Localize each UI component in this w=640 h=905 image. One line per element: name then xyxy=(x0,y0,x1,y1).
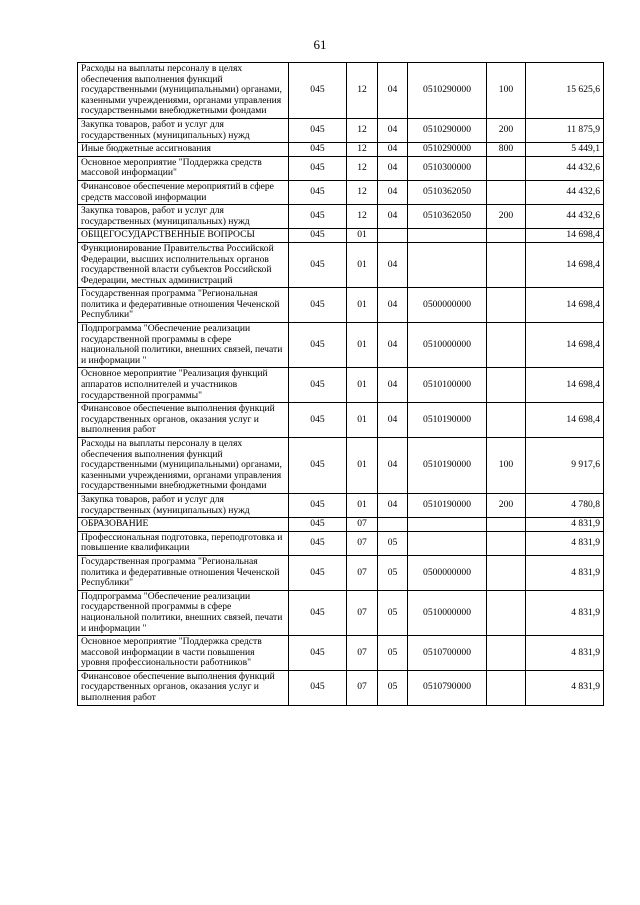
department-code-cell: 045 xyxy=(289,531,347,555)
table-row xyxy=(78,63,604,119)
section-code-cell: 01 xyxy=(347,368,378,403)
department-code-cell: 045 xyxy=(289,156,347,180)
section-code-cell: 01 xyxy=(347,229,378,243)
expense-name-cell: Закупка товаров, работ и услуг для государственных (муниципальных) нужд xyxy=(78,118,289,142)
amount-cell: 44 432,6 xyxy=(526,156,604,180)
target-article-cell: 0510000000 xyxy=(408,590,487,635)
table-row xyxy=(78,670,604,705)
amount-cell: 44 432,6 xyxy=(526,205,604,229)
department-code-cell: 045 xyxy=(289,118,347,142)
page-number: 61 xyxy=(313,37,327,52)
expense-name-cell: Расходы на выплаты персоналу в целях обеспечения выполнения функций государственными (муниципальными) органами, казенными учреждениями, органами управления государственными внебюджетными фондами xyxy=(78,63,289,119)
amount-cell: 14 698,4 xyxy=(526,403,604,438)
amount-cell: 9 917,6 xyxy=(526,438,604,494)
department-code-cell: 045 xyxy=(289,323,347,368)
section-code-cell: 12 xyxy=(347,143,378,157)
expense-name-cell: Государственная программа "Региональная политика и федеративные отношения Чеченской Республики" xyxy=(78,288,289,323)
department-code-cell: 045 xyxy=(289,242,347,287)
department-code-cell: 045 xyxy=(289,438,347,494)
subsection-code-cell: 04 xyxy=(378,323,408,368)
table-row xyxy=(78,555,604,590)
expense-name-cell: ОБРАЗОВАНИЕ xyxy=(78,518,289,532)
department-code-cell: 045 xyxy=(289,63,347,119)
expense-name-cell: Иные бюджетные ассигнования xyxy=(78,143,289,157)
section-code-cell: 07 xyxy=(347,531,378,555)
section-code-cell: 01 xyxy=(347,438,378,494)
table-row xyxy=(78,205,604,229)
amount-cell: 14 698,4 xyxy=(526,368,604,403)
section-code-cell: 12 xyxy=(347,180,378,204)
subsection-code-cell: 04 xyxy=(378,156,408,180)
expense-type-cell xyxy=(487,636,526,671)
target-article-cell: 0510190000 xyxy=(408,438,487,494)
budget-table-body xyxy=(78,63,604,706)
section-code-cell: 01 xyxy=(347,288,378,323)
expense-type-cell xyxy=(487,242,526,287)
expense-name-cell: ОБЩЕГОСУДАРСТВЕННЫЕ ВОПРОСЫ xyxy=(78,229,289,243)
expense-name-cell: Закупка товаров, работ и услуг для государственных (муниципальных) нужд xyxy=(78,493,289,517)
subsection-code-cell: 04 xyxy=(378,493,408,517)
section-code-cell: 12 xyxy=(347,63,378,119)
target-article-cell: 0510290000 xyxy=(408,143,487,157)
expense-type-cell: 200 xyxy=(487,118,526,142)
department-code-cell: 045 xyxy=(289,493,347,517)
expense-name-cell: Финансовое обеспечение мероприятий в сфере средств массовой информации xyxy=(78,180,289,204)
amount-cell: 4 831,9 xyxy=(526,555,604,590)
subsection-code-cell: 04 xyxy=(378,63,408,119)
section-code-cell: 01 xyxy=(347,403,378,438)
section-code-cell: 07 xyxy=(347,518,378,532)
expense-type-cell: 200 xyxy=(487,205,526,229)
subsection-code-cell: 04 xyxy=(378,242,408,287)
expense-type-cell: 100 xyxy=(487,438,526,494)
subsection-code-cell: 05 xyxy=(378,590,408,635)
target-article-cell: 0510190000 xyxy=(408,493,487,517)
department-code-cell: 045 xyxy=(289,403,347,438)
section-code-cell: 07 xyxy=(347,555,378,590)
expense-type-cell: 100 xyxy=(487,63,526,119)
subsection-code-cell: 04 xyxy=(378,368,408,403)
expense-type-cell xyxy=(487,518,526,532)
subsection-code-cell: 05 xyxy=(378,555,408,590)
expense-name-cell: Государственная программа "Региональная политика и федеративные отношения Чеченской Республики" xyxy=(78,555,289,590)
subsection-code-cell: 05 xyxy=(378,670,408,705)
table-row xyxy=(78,323,604,368)
department-code-cell: 045 xyxy=(289,368,347,403)
amount-cell: 14 698,4 xyxy=(526,288,604,323)
table-row xyxy=(78,180,604,204)
table-row xyxy=(78,229,604,243)
subsection-code-cell xyxy=(378,229,408,243)
amount-cell: 14 698,4 xyxy=(526,323,604,368)
target-article-cell: 0500000000 xyxy=(408,288,487,323)
amount-cell: 4 831,9 xyxy=(526,518,604,532)
target-article-cell xyxy=(408,531,487,555)
expense-name-cell: Основное мероприятие "Реализация функций аппаратов исполнителей и участников государственной программы" xyxy=(78,368,289,403)
table-row xyxy=(78,242,604,287)
amount-cell: 5 449,1 xyxy=(526,143,604,157)
subsection-code-cell: 04 xyxy=(378,288,408,323)
subsection-code-cell: 04 xyxy=(378,180,408,204)
table-row xyxy=(78,368,604,403)
subsection-code-cell: 04 xyxy=(378,403,408,438)
subsection-code-cell: 04 xyxy=(378,438,408,494)
department-code-cell: 045 xyxy=(289,205,347,229)
table-row xyxy=(78,156,604,180)
section-code-cell: 07 xyxy=(347,636,378,671)
amount-cell: 14 698,4 xyxy=(526,229,604,243)
expense-name-cell: Функционирование Правительства Российской Федерации, высших исполнительных органов государственной власти субъектов Российской Федерации, местных администраций xyxy=(78,242,289,287)
expense-type-cell xyxy=(487,670,526,705)
amount-cell: 4 831,9 xyxy=(526,590,604,635)
amount-cell: 4 780,8 xyxy=(526,493,604,517)
subsection-code-cell: 05 xyxy=(378,636,408,671)
section-code-cell: 12 xyxy=(347,156,378,180)
expense-type-cell xyxy=(487,180,526,204)
target-article-cell: 0510000000 xyxy=(408,323,487,368)
department-code-cell: 045 xyxy=(289,636,347,671)
target-article-cell: 0510290000 xyxy=(408,63,487,119)
expense-name-cell: Финансовое обеспечение выполнения функций государственных органов, оказания услуг и выполнения работ xyxy=(78,670,289,705)
table-row xyxy=(78,438,604,494)
amount-cell: 4 831,9 xyxy=(526,670,604,705)
amount-cell: 44 432,6 xyxy=(526,180,604,204)
amount-cell: 15 625,6 xyxy=(526,63,604,119)
table-row xyxy=(78,403,604,438)
expense-type-cell xyxy=(487,403,526,438)
expense-name-cell: Финансовое обеспечение выполнения функций государственных органов, оказания услуг и выполнения работ xyxy=(78,403,289,438)
department-code-cell: 045 xyxy=(289,229,347,243)
expense-type-cell xyxy=(487,323,526,368)
expense-type-cell xyxy=(487,555,526,590)
section-code-cell: 01 xyxy=(347,323,378,368)
target-article-cell xyxy=(408,242,487,287)
department-code-cell: 045 xyxy=(289,518,347,532)
section-code-cell: 12 xyxy=(347,205,378,229)
target-article-cell: 0510300000 xyxy=(408,156,487,180)
expense-type-cell xyxy=(487,229,526,243)
expense-name-cell: Подпрограмма "Обеспечение реализации государственной программы в сфере национальной политики, внешних связей, печати и информации " xyxy=(78,590,289,635)
expense-type-cell xyxy=(487,531,526,555)
target-article-cell xyxy=(408,518,487,532)
expense-name-cell: Основное мероприятие "Поддержка средств массовой информации" xyxy=(78,156,289,180)
expense-name-cell: Профессиональная подготовка, переподготовка и повышение квалификации xyxy=(78,531,289,555)
table-row xyxy=(78,288,604,323)
department-code-cell: 045 xyxy=(289,180,347,204)
department-code-cell: 045 xyxy=(289,670,347,705)
target-article-cell: 0500000000 xyxy=(408,555,487,590)
table-row xyxy=(78,518,604,532)
target-article-cell: 0510190000 xyxy=(408,403,487,438)
table-row xyxy=(78,118,604,142)
target-article-cell: 0510790000 xyxy=(408,670,487,705)
expense-type-cell: 800 xyxy=(487,143,526,157)
expense-name-cell: Закупка товаров, работ и услуг для государственных (муниципальных) нужд xyxy=(78,205,289,229)
table-row xyxy=(78,531,604,555)
amount-cell: 4 831,9 xyxy=(526,531,604,555)
subsection-code-cell xyxy=(378,518,408,532)
budget-table xyxy=(77,62,604,706)
department-code-cell: 045 xyxy=(289,288,347,323)
expense-type-cell xyxy=(487,156,526,180)
amount-cell: 14 698,4 xyxy=(526,242,604,287)
section-code-cell: 01 xyxy=(347,242,378,287)
subsection-code-cell: 04 xyxy=(378,205,408,229)
subsection-code-cell: 04 xyxy=(378,118,408,142)
target-article-cell: 0510290000 xyxy=(408,118,487,142)
table-row xyxy=(78,493,604,517)
target-article-cell xyxy=(408,229,487,243)
expense-type-cell xyxy=(487,368,526,403)
section-code-cell: 01 xyxy=(347,493,378,517)
table-row xyxy=(78,636,604,671)
target-article-cell: 0510362050 xyxy=(408,205,487,229)
expense-type-cell: 200 xyxy=(487,493,526,517)
target-article-cell: 0510362050 xyxy=(408,180,487,204)
target-article-cell: 0510100000 xyxy=(408,368,487,403)
subsection-code-cell: 05 xyxy=(378,531,408,555)
expense-name-cell: Основное мероприятие "Поддержка средств массовой информации в части повышения уровня профессиональности работников" xyxy=(78,636,289,671)
section-code-cell: 12 xyxy=(347,118,378,142)
table-row xyxy=(78,143,604,157)
expense-name-cell: Подпрограмма "Обеспечение реализации государственной программы в сфере национальной политики, внешних связей, печати и информации " xyxy=(78,323,289,368)
department-code-cell: 045 xyxy=(289,143,347,157)
department-code-cell: 045 xyxy=(289,590,347,635)
expense-type-cell xyxy=(487,590,526,635)
expense-name-cell: Расходы на выплаты персоналу в целях обеспечения выполнения функций государственными (муниципальными) органами, казенными учреждениями, органами управления государственными внебюджетными фондами xyxy=(78,438,289,494)
table-row xyxy=(78,590,604,635)
subsection-code-cell: 04 xyxy=(378,143,408,157)
department-code-cell: 045 xyxy=(289,555,347,590)
section-code-cell: 07 xyxy=(347,590,378,635)
amount-cell: 4 831,9 xyxy=(526,636,604,671)
expense-type-cell xyxy=(487,288,526,323)
target-article-cell: 0510700000 xyxy=(408,636,487,671)
section-code-cell: 07 xyxy=(347,670,378,705)
amount-cell: 11 875,9 xyxy=(526,118,604,142)
